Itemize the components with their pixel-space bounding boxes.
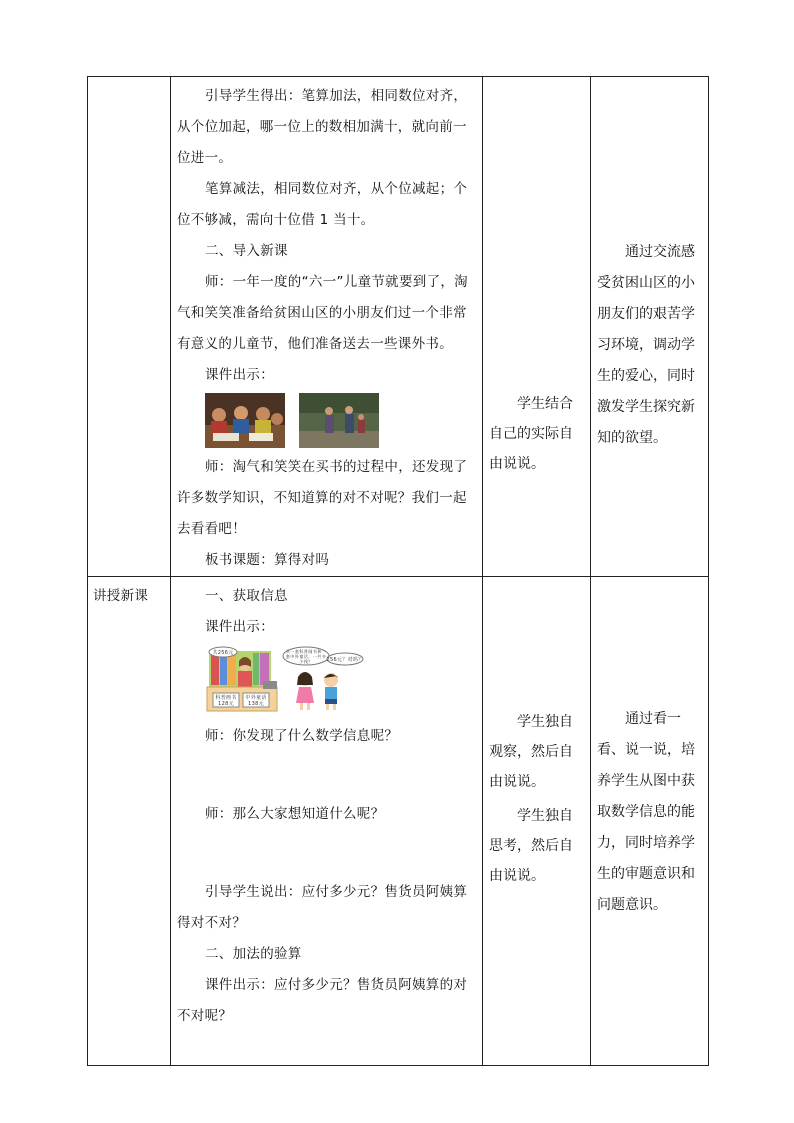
table-row bbox=[88, 577, 709, 1066]
stage-label: 讲授新课 bbox=[93, 588, 149, 604]
classroom-photo bbox=[205, 393, 285, 448]
paragraph: 师：一年一度的“六一”儿童节就要到了，淘气和笑笑准备给贫困山区的小朋友们过一个非常有意义的儿童节，他们准备送去一些课外书。 bbox=[177, 274, 468, 352]
teacher-activity-cell bbox=[171, 577, 483, 1066]
design-purpose-cell bbox=[591, 77, 709, 577]
paragraph: 师：淘气和笑笑在买书的过程中，还发现了许多数学知识，不知道算的对不对呢？我们一起去看看吧！ bbox=[177, 459, 468, 537]
speech-bubble-middle: 买一套科普画书和一套中外童话，一共多少钱？ bbox=[285, 649, 327, 664]
teacher-activity-cell bbox=[171, 77, 483, 577]
section-heading: 二、加法的验算 bbox=[205, 946, 302, 962]
student-activity-cell bbox=[483, 77, 591, 577]
question-line: 师：那么大家想知道什么呢？ bbox=[205, 806, 385, 822]
bookstore-illustration bbox=[205, 645, 367, 713]
student-activity-cell bbox=[483, 577, 591, 1066]
courseware-photos bbox=[177, 393, 476, 449]
design-purpose-cell bbox=[591, 577, 709, 1066]
question-line: 师：你发现了什么数学信息呢？ bbox=[205, 728, 399, 744]
paragraph: 课件出示： bbox=[205, 619, 274, 635]
student-activity-text: 学生结合自己的实际自由说说。 bbox=[489, 396, 573, 472]
lesson-plan-table bbox=[87, 76, 709, 1066]
paragraph: 课件出示： bbox=[205, 367, 274, 383]
speech-bubble-right: 256元？对吗？ bbox=[326, 657, 364, 663]
section-heading: 一、获取信息 bbox=[205, 588, 288, 604]
label-2-price: 138元 bbox=[248, 701, 264, 707]
label-2: 中外童话 bbox=[245, 695, 267, 701]
label-1-price: 128元 bbox=[218, 701, 234, 707]
stage-cell bbox=[88, 577, 171, 1066]
design-purpose-text: 通过看一看、说一说，培养学生从图中获取数学信息的能力，同时培养学生的审题意识和问题意识。 bbox=[597, 711, 695, 913]
stage-cell bbox=[88, 77, 171, 577]
design-purpose-text: 通过交流感受贫困山区的小朋友们的艰苦学习环境，调动学生的爱心，同时激发学生探究新知的欲望。 bbox=[597, 244, 695, 446]
village-photo bbox=[299, 393, 379, 448]
label-1: 科普画书 bbox=[215, 695, 237, 701]
paragraph: 引导学生说出：应付多少元？售货员阿姨算得对不对？ bbox=[177, 884, 468, 931]
paragraph: 课件出示：应付多少元？售货员阿姨算的对不对呢？ bbox=[177, 977, 468, 1024]
speech-bubble-left: 共256元 bbox=[212, 650, 234, 656]
paragraph: 笔算减法，相同数位对齐，从个位减起；个位不够减，需向十位借 1 当十。 bbox=[177, 181, 468, 228]
student-activity-text: 学生独自思考，然后自由说说。 bbox=[489, 808, 573, 884]
section-heading: 二、导入新课 bbox=[205, 243, 288, 259]
lesson-title-line: 板书课题：算得对吗 bbox=[205, 552, 330, 568]
student-activity-text: 学生独自观察，然后自由说说。 bbox=[489, 714, 573, 790]
paragraph: 引导学生得出：笔算加法，相同数位对齐，从个位加起，哪一位上的数相加满十，就向前一位进一。 bbox=[177, 88, 468, 166]
table-row bbox=[88, 77, 709, 577]
